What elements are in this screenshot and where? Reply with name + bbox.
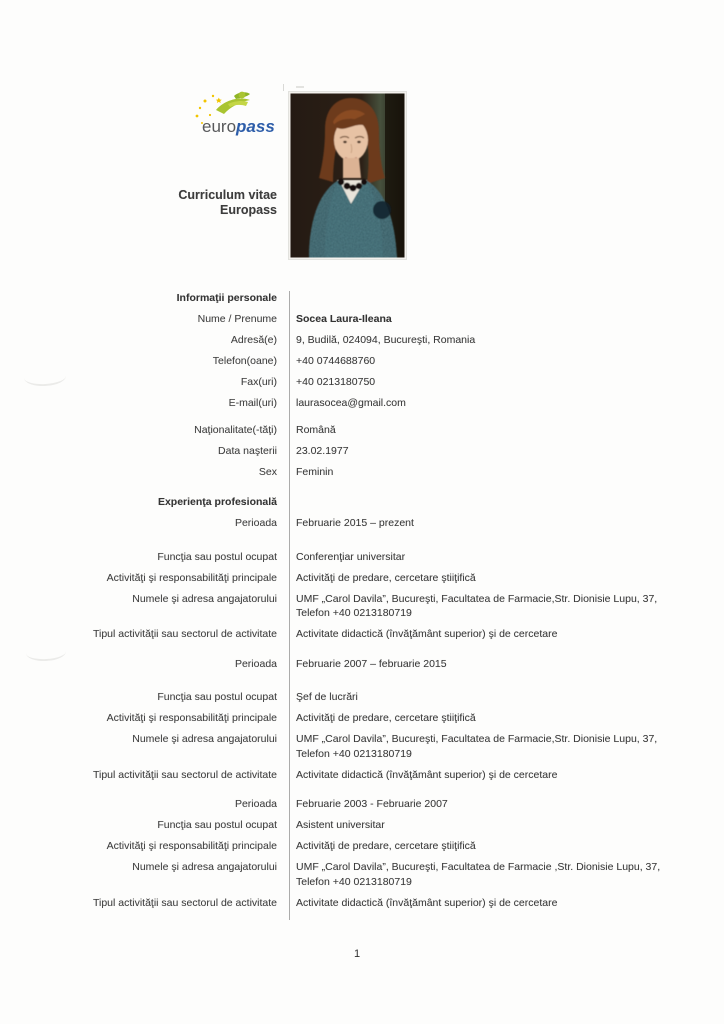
field-value-period: Februarie 2007 – februarie 2015 <box>296 657 447 670</box>
field-label: Tipul activităţii sau sectorul de activitate <box>92 628 277 640</box>
document-title-line2: Europass <box>220 202 277 217</box>
field-value-employer <box>283 732 678 761</box>
logo-figure-icon <box>216 92 250 114</box>
field-row-sector <box>0 627 700 642</box>
field-value-position: Conferenţiar universitar <box>296 550 406 563</box>
field-label: Perioada <box>234 798 277 810</box>
scan-mark <box>283 84 284 91</box>
field-value-sector: Activitate didactică (învăţământ superior) şi de cercetare <box>296 628 558 640</box>
field-label: Funcţia sau postul ocupat <box>157 819 277 831</box>
field-row-activities <box>0 711 700 726</box>
field-value-birthdate: 23.02.1977 <box>296 444 349 457</box>
field-row-period <box>0 797 700 812</box>
employer-line2: Telefon +40 0213180719 <box>296 747 412 760</box>
field-value-position: Asistent universitar <box>296 819 385 831</box>
scan-mark <box>296 86 304 88</box>
field-row-employer <box>0 592 700 621</box>
field-label: Naţionalitate(-tăţi) <box>194 423 277 436</box>
logo-word-pass: pass <box>236 117 275 136</box>
field-value-sector: Activitate didactică (învăţământ superior) şi de cercetare <box>296 896 558 909</box>
logo-wordmark <box>202 117 275 136</box>
field-label: Data naşterii <box>218 444 277 457</box>
section-personal-info <box>0 291 700 411</box>
field-row-position <box>0 818 700 833</box>
employer-line2: Telefon +40 0213180719 <box>296 607 412 619</box>
field-row-address <box>0 333 700 348</box>
field-value-phone: +40 0744688760 <box>296 355 376 367</box>
cv-body <box>0 291 700 917</box>
field-row-sex <box>0 465 700 480</box>
portrait-photo <box>289 92 406 259</box>
logo-word-euro: euro <box>202 117 237 136</box>
field-label: Numele şi adresa angajatorului <box>132 592 277 605</box>
field-row-activities <box>0 571 700 586</box>
field-label: Tipul activităţii sau sectorul de activitate <box>92 896 277 909</box>
europass-logo <box>190 88 285 146</box>
field-value-nationality: Română <box>296 423 336 436</box>
field-label: Telefon(oane) <box>212 355 277 367</box>
employer-line1: UMF „Carol Davila”, Bucureşti, Facultatea de Farmacie,Str. Dionisie Lupu, 37, <box>296 733 658 745</box>
field-value-position: Şef de lucrări <box>296 691 358 703</box>
field-value-activities: Activităţi de predare, cercetare ştiiţifică <box>296 571 476 584</box>
field-row-sector <box>0 768 700 783</box>
field-row-position <box>0 690 700 705</box>
field-label: Nume / Prenume <box>197 313 277 325</box>
field-value-activities: Activităţi de predare, cercetare ştiiţifică <box>296 840 476 852</box>
experience-entry-1 <box>0 516 700 642</box>
employer-line1: UMF „Carol Davila”, Bucureşti, Facultatea de Farmacie ,Str. Dionisie Lupu, 37, <box>296 861 661 873</box>
field-value-period: Februarie 2003 - Februarie 2007 <box>296 798 448 810</box>
employer-line1: UMF „Carol Davila”, Bucureşti, Facultatea de Farmacie,Str. Dionisie Lupu, 37, <box>296 592 658 605</box>
field-row-phone <box>0 354 700 369</box>
employer-line2: Telefon +40 0213180719 <box>296 875 412 888</box>
field-label: Tipul activităţii sau sectorul de activitate <box>92 768 277 781</box>
field-value-employer <box>283 592 678 621</box>
field-label: Funcţia sau postul ocupat <box>157 550 277 563</box>
field-value-fax: +40 0213180750 <box>296 376 376 388</box>
field-row-sector <box>0 896 700 911</box>
field-label: E-mail(uri) <box>228 397 277 409</box>
field-label: Numele şi adresa angajatorului <box>132 733 277 745</box>
field-value-name: Socea Laura-Ileana <box>296 313 392 325</box>
field-row-period <box>0 516 700 531</box>
field-row-email <box>0 396 700 411</box>
field-label: Activităţi şi responsabilităţi principale <box>106 840 277 852</box>
field-row-period <box>0 657 700 672</box>
experience-entry-2 <box>0 657 700 783</box>
section-identity <box>0 423 700 480</box>
field-label: Fax(uri) <box>240 376 277 388</box>
field-value-employer <box>283 860 678 889</box>
page-number: 1 <box>353 948 361 960</box>
field-value-email: laurasocea@gmail.com <box>296 397 406 409</box>
field-label: Activităţi şi responsabilităţi principale <box>106 712 277 724</box>
europass-logo-graphic <box>190 88 285 146</box>
field-label: Perioada <box>234 517 277 529</box>
field-value-sector: Activitate didactică (învăţământ superior) şi de cercetare <box>296 768 558 781</box>
field-label: Perioada <box>234 657 277 670</box>
section-experience <box>0 495 700 910</box>
field-row-name <box>0 312 700 327</box>
field-value-period: Februarie 2015 – prezent <box>296 517 414 529</box>
portrait-photo-image <box>289 92 406 259</box>
field-row-employer <box>0 860 700 889</box>
field-row-birthdate <box>0 444 700 459</box>
experience-entry-3 <box>0 797 700 910</box>
field-row-fax <box>0 375 700 390</box>
document-title-line1: Curriculum vitae <box>178 188 277 202</box>
field-row-nationality <box>0 423 700 438</box>
section-title-personal: Informaţii personale <box>176 292 277 304</box>
field-label: Sex <box>258 465 277 478</box>
field-row-employer <box>0 732 700 761</box>
field-value-address: 9, Budilă, 024094, Bucureşti, Romania <box>296 334 476 346</box>
field-label: Adresă(e) <box>230 334 277 346</box>
section-title-experience: Experienţa profesională <box>157 496 277 508</box>
document-title <box>0 188 283 217</box>
field-value-sex: Feminin <box>296 465 334 478</box>
field-label: Funcţia sau postul ocupat <box>157 691 277 703</box>
field-row-activities <box>0 839 700 854</box>
field-value-activities: Activităţi de predare, cercetare ştiiţifică <box>296 712 476 724</box>
field-label: Numele şi adresa angajatorului <box>132 861 277 873</box>
field-label: Activităţi şi responsabilităţi principale <box>106 571 277 584</box>
field-row-position <box>0 550 700 565</box>
